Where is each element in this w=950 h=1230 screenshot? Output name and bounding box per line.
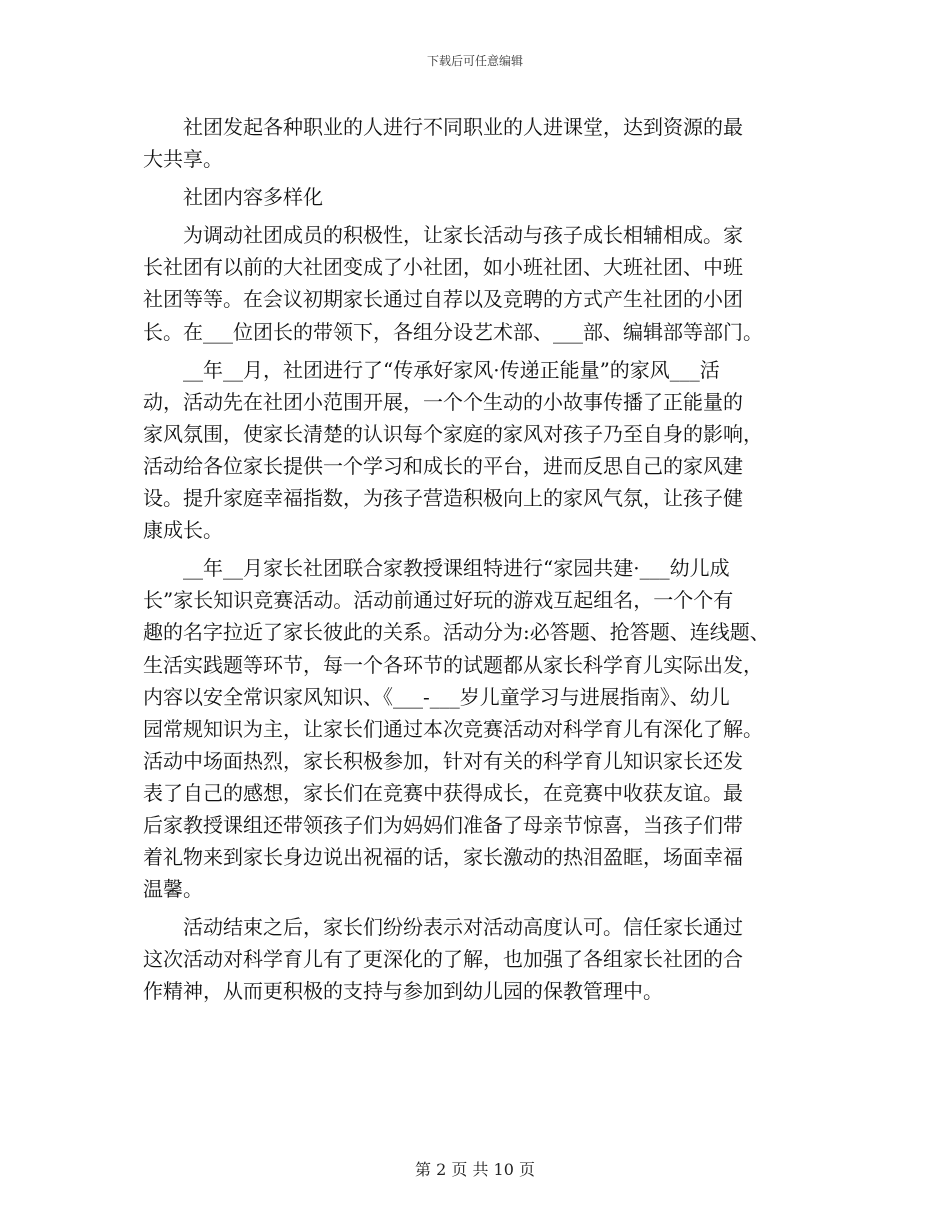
text-line: 社团发起各种职业的人进行不同职业的人进课堂，达到资源的最 [143,115,743,139]
text-line: 园常规知识为主，让家长们通过本次竞赛活动对科学育儿有深化了解。 [143,716,763,741]
text-line: 着礼物来到家长身边说出祝福的话，家长激动的热泪盈眶，场面幸福 [143,845,743,870]
paragraph [143,181,809,213]
text-line: 活动给各位家长提供一个学习和成长的平台，进而反思自己的家风建 [143,453,743,478]
text-line: 家风氛围，使家长清楚的认识每个家庭的家风对孩子乃至自身的影响， [143,421,763,446]
paragraph [143,111,809,175]
text-line: 活动结束之后，家长们纷纷表示对活动高度认可。信任家长通过 [143,915,743,940]
page-header: 下载后可任意编辑 [426,54,523,68]
paragraph [143,552,809,905]
text-line: 社团内容多样化 [143,185,323,210]
text-line: 表了自己的感想，家长们在竞赛中获得成长，在竞赛中收获友谊。最 [143,780,743,805]
text-line: 康成长。 [143,518,223,543]
document-body [143,111,809,1008]
text-line: 生活实践题等环节，每一个各环节的试题都从家长科学育儿实际出发， [143,652,763,677]
text-line: __年__月家长社团联合家教授课组特进行“家园共建·___幼儿成 [143,556,730,581]
text-line: 活动中场面热烈，家长积极参加，针对有关的科学育儿知识家长还发 [143,748,743,773]
text-line: 作精神，从而更积极的支持与参加到幼儿园的保教管理中。 [143,979,663,1004]
text-line: __年__月，社团进行了“传承好家风·传递正能量”的家风___活 [143,357,720,382]
text-line: 大共享。 [143,147,223,172]
text-line: 趣的名字拉近了家长彼此的关系。活动分为:必答题、抢答题、连线题、 [143,620,770,645]
page-footer: 第 2 页 共 10 页 [415,1160,535,1179]
text-line: 设。提升家庭幸福指数，为孩子营造积极向上的家风气氛，让孩子健 [143,486,743,511]
paragraph [143,219,809,347]
text-line: 这次活动对科学育儿有了更深化的了解，也加强了各组家长社团的合 [143,947,743,972]
text-line: 动，活动先在社团小范围开展，一个个生动的小故事传播了正能量的 [143,389,743,414]
paragraph [143,354,809,547]
text-line: 后家教授课组还带领孩子们为妈妈们准备了母亲节惊喜，当孩子们带 [143,812,743,837]
text-line: 长”家长知识竞赛活动。活动前通过好玩的游戏互起组名，一个个有 [143,588,734,613]
paragraph [143,911,809,1007]
text-line: 内容以安全常识家风知识、《___-___岁儿童学习与进展指南》、幼儿 [143,684,730,709]
text-line: 温馨。 [143,877,203,902]
text-line: 长社团有以前的大社团变成了小社团，如小班社团、大班社团、中班 [143,255,743,280]
text-line: 为调动社团成员的积极性，让家长活动与孩子成长相辅相成。家 [143,223,743,248]
text-line: 社团等等。在会议初期家长通过自荐以及竞聘的方式产生社团的小团 [143,287,743,312]
text-line: 长。在___位团长的带领下，各组分设艺术部、___部、编辑部等部门。 [143,319,763,344]
